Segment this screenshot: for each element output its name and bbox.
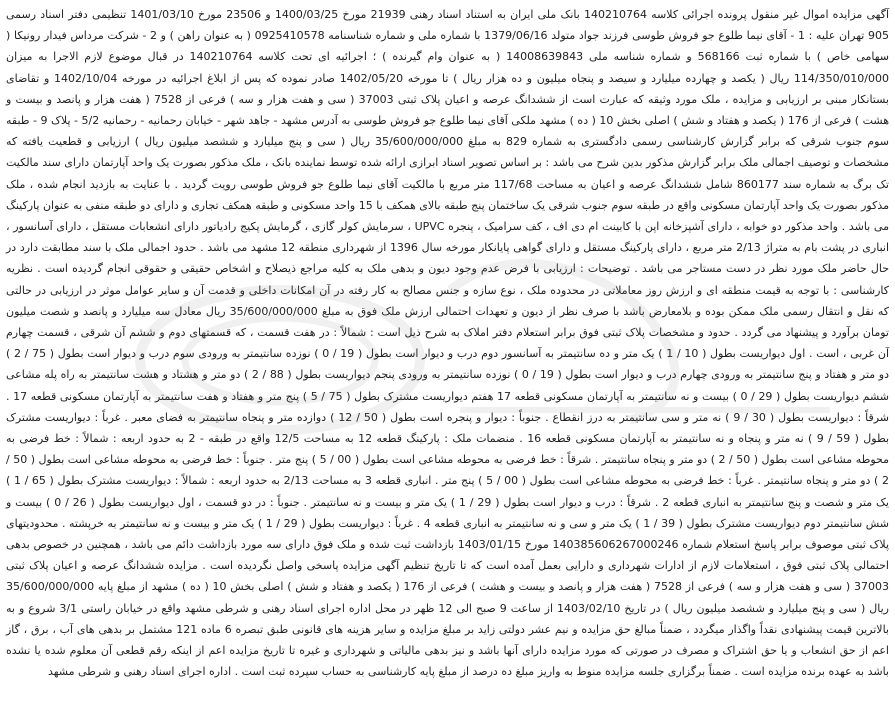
notice-body-text: آگهی مزایده اموال غیر منقول پرونده اجرائی کلاسه 140210764 بانک ملی ایران به استناد اسناد رهنی 21939 مورخ 1400/03/25 و 23506 مورخ 1401/03/10 تنظیمی دفتر اسناد رسمی 905 تهران علیه : 1 - آقای نیما طلوع جو فروش طوسی فرزند جواد متولد 1379/06/16 با شماره ملی و شماره شناسنامه 0925410578 ( به عنوان راهن ) و 2 - شرکت مرداس فیدار رونیکا ( سهامی خاص ) با شماره ثبت 568166 و شماره شناسه ملی 14008639843 ( به عنوان وام گیرنده ) ؛ اجرائیه ای تحت کلاسه 140210764 در قبال موضوع لازم الاجرا به میزان 114/350/010/000 ریال ( یکصد و چهارده میلیارد و سیصد و پنجاه میلیون و ده هزار ریال ) تا مورخه 1402/05/20 صادر نموده که پس از ابلاغ اجرائیه در مورخه 1402/10/04 و تقاضای بستانکار مبنی بر ارزیابی و مزایده ، ملک مورد وثیقه که عبارت است از ششدانگ عرصه و اعیان پلاک ثبتی 37003 ( سی و هفت هزار و سه ) فرعی از 7528 ( هفت هزار و پانصد و بیست و هشت ) فرعی از 176 ( یکصد و هفتاد و شش ) اصلی بخش 10 ( ده ) مشهد ملکی آقای نیما طلوع جو فروش طوسی به آدرس مشهد - جاهد شهر - خیابان رحمانیه - رحمانیه 5/2 - پلاک 9 - طبقه سوم جنوب شرقی که برابر گزارش کارشناسی رسمی دادگستری به شماره 829 به مبلغ 35/600/000/000 ریال ( سی و پنج میلیارد و ششصد میلیون ریال ) ارزیابی و قطعیت یافته که مشخصات و توصیف اجمالی ملک برابر گزارش مذکور بدین شرح می باشد : بر اساس تصویر اسناد ابرازی ارائه شده توسط نماینده بانک ، ملک مذکور بصورت یک واحد آپارتمان دارای سند مالکیت تک برگ به شماره سند 860177 شامل ششدانگ عرصه و اعیان به مساحت 117/68 متر مربع با مالکیت آقای نیما طلوع جو فروش طوسی رویت گردید . با عنایت به بازدید انجام شده ، ملک مذکور بصورت یک واحد آپارتمان مسکونی واقع در طبقه سوم جنوب شرقی یک ساختمان پنج طبقه بالای همکف با 15 واحد مسکونی و طبقه همکف تجاری و دارای دو طبقه منفی به عنوان پارکینگ می باشد . واحد مذکور دو خوابه ، دارای آشپزخانه اپن با کابینت ام دی اف ، کف سرامیک ، پنجره UPVC ، سرمایش کولر گازی ، گرمایش پکیج رادیاتور دارای انشعابات مستقل ، دارای آسانسور ، انباری در پشت بام به متراژ 2/13 متر مربع ، دارای پارکینگ مستقل و دارای گواهی پایانکار مورخه سال 1396 از شهرداری منطقه 12 مشهد می باشد . حدود اجمالی ملک با سند مطابقت دارد در حال حاضر ملک مورد نظر در دست مستاجر می باشد . توضیحات : ارزیابی با فرض عدم وجود دیون و بدهی ملک به کلیه مراجع ذیصلاح و اشخاص حقیقی و حقوقی انجام گردیده است . نظریه کارشناسی : با توجه به قیمت منطقه ای و ارزش روز معاملاتی در محدوده ملک ، نوع سازه و جنس مصالح به کار رفته در آن امکانات داخلی و قدمت آن و سایر عوامل موثر در ارزیابی در حالتی که نقل و انتقال رسمی ملک ممکن بوده و بلامعارض باشد با صرف نظر از دیون و تعهدات احتمالی ارزش ملک فوق به مبلغ 35/600/000/000 ریال معادل سه میلیارد و پانصد و شصت میلیون تومان برآورد و پیشنهاد می گردد . حدود و مشخصات پلاک ثبتی فوق برابر استعلام دفتر املاک به شرح ذیل است : شمالاً : در هفت قسمت ، که قسمتهای دوم و ششم آن شرقی ، قسمت چهارم آن غربی ، است . اول دیواریست بطول ( 10 / 1 ) یک متر و ده سانتیمتر به آسانسور دوم درب و دیوار است بطول ( 19 / 0 ) نوزده سانتیمتر به ورودی سوم درب و دیوار است بطول ( 75 / 2 ) دو متر و هفتاد و پنج سانتیمتر به ورودی چهارم درب و دیوار است بطول ( 19 / 0 ) نوزده سانتیمتر به ورودی پنجم دیواریست بطول ( 88 / 2 ) دو متر و هشتاد و هشت سانتیمتر به راه پله مشاعی ششم دیواریست بطول ( 29 / 0 ) بیست و نه سانتیمتر به آپارتمان مسکونی قطعه 17 هفتم دیواریست مشترک بطول ( 75 / 5 ) پنج متر و هفتاد و هفت سانتیمتر به آپارتمان مسکونی قطعه 17 . شرقاً : دیواریست بطول ( 30 / 9 ) نه متر و سی سانتیمتر به درز انقطاع . جنوباً : دیوار و پنجره است بطول ( 50 / 12 ) دوازده متر و پنجاه سانتیمتر به فضای معبر . غرباً : دیواریست مشترک بطول ( 59 / 9 ) نه متر و پنجاه و نه سانتیمتر به آپارتمان مسکونی قطعه 16 . منضمات ملک : پارکینگ قطعه 12 به مساحت 12/5 واقع در طبقه - 2 به حدود اربعه : شمالاً : خط فرضی به محوطه مشاعی است بطول ( 50 / 2 ) دو متر و پنجاه سانتیمتر . شرقاً : خط فرضی به محوطه مشاعی است بطول ( 00 / 5 ) پنج متر . جنوباً : خط فرضی به محوطه مشاعی است بطول ( 50 / 2 ) دو متر و پنجاه سانتیمتر . غرباً : خط فرضی به محوطه مشاعی است بطول ( 00 / 5 ) پنج متر . انباری قطعه 3 به مساحت 2/13 به حدود اربعه : شمالاً : دیواریست مشترک بطول ( 65 / 1 ) یک متر و شصت و پنج سانتیمتر به انباری قطعه 2 . شرقاً : درب و دیوار است بطول ( 29 / 1 ) یک متر و بیست و نه سانتیمتر . جنوباً : در دو قسمت ، اول دیواریست بطول ( 26 / 0 ) بیست و شش سانتیمتر دوم دیواریست مشترک بطول ( 39 / 1 ) یک متر و سی و نه سانتیمتر به انباری قطعه 4 . غرباً : دیواریست بطول ( 29 / 1 ) یک متر و بیست و نه سانتیمتر به خرپشته . محدودیتهای پلاک ثبتی موصوف برابر پاسخ استعلام شماره 140385606267000246 مورخ 1403/01/15 بازداشت ثبت شده و ملک فوق دارای سه مورد بازداشت دائم می باشد ، همچنین در خصوص بدهی احتمالی پلاک ثبتی فوق ، استعلامات لازم از ادارات شهرداری و دارایی بعمل آمده است که تا تاریخ تنظیم آگهی مزایده پاسخی واصل نگردیده است . مزایده ششدانگ عرصه و اعیان پلاک ثبتی 37003 ( سی و هفت هزار و سه ) فرعی از 7528 ( هفت هزار و پانصد و بیست و هشت ) فرعی از 176 ( یکصد و هفتاد و شش ) اصلی بخش 10 ( ده ) مشهد از مبلغ پایه 35/600/000/000 ریال ( سی و پنج میلیارد و ششصد میلیون ریال ) در تاریخ 1403/02/10 از ساعت 9 صبح الی 12 ظهر در محل اداره اجرای اسناد رهنی و شرطی مشهد واقع در خیابان راستی 3/1 شروع و به بالاترین قیمت پیشنهادی نقداً واگذار میگردد ، ضمناً مبالغ حق مزایده و نیم عشر دولتی زاید بر مبلغ مزایده و سایر هزینه های قانونی طبق تبصره 6 ماده 121 مشتمل بر بدهی های آب ، برق ، گاز اعم از حق انشعاب و یا حق اشتراک و مصرف در صورتی که مورد مزایده دارای آنها باشد و نیز بدهی مالیاتی و شهرداری و غیره تا تاریخ مزایده اعم از اینکه رقم قطعی آن معلوم شده یا نشده باشد به عهده برنده مزایده است . ضمناً برگزاری جلسه مزایده منوط به واریز مبلغ ده درصد از مبلغ پایه کارشناسی به حساب سپرده ثبت است . اداره اجرای اسناد رهنی و شرطی مشهد	[6, 8, 890, 679]
